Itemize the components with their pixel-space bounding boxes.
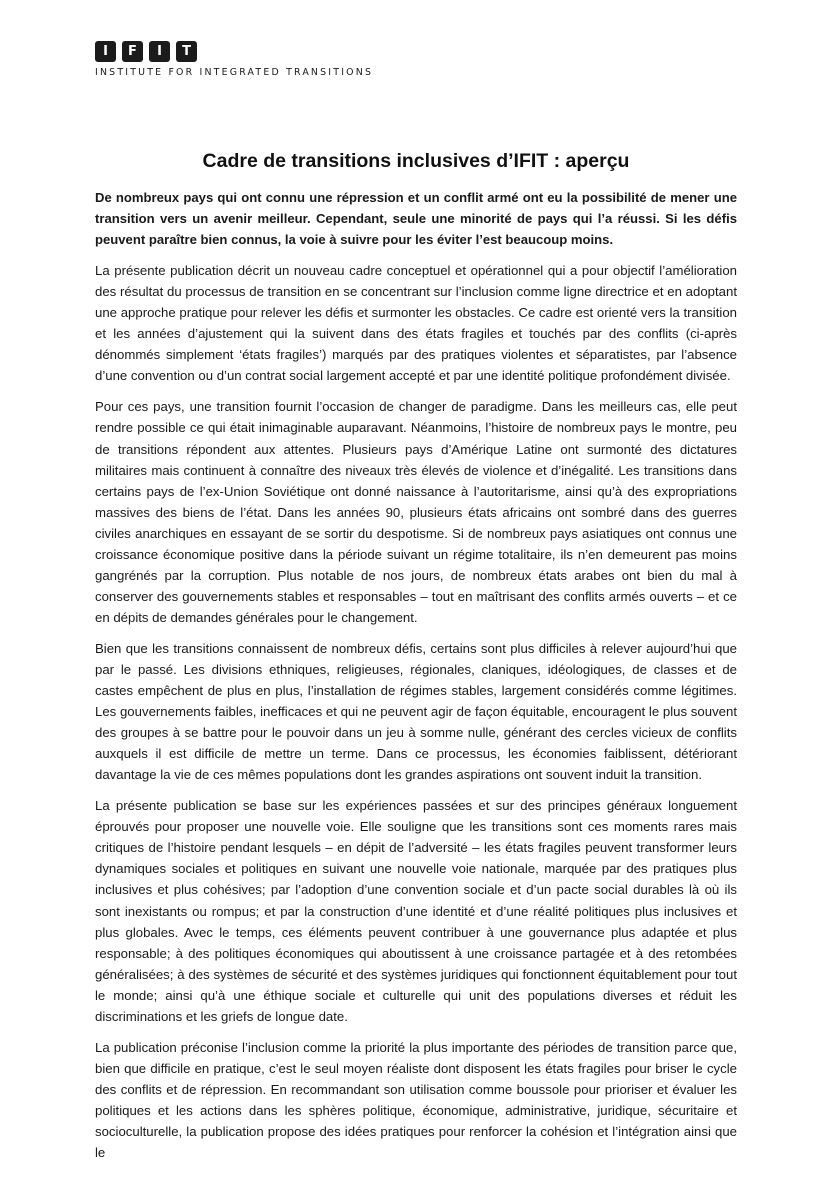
page-title: Cadre de transitions inclusives d’IFIT : aperçu (202, 150, 630, 172)
logo-letter-boxes (95, 41, 373, 62)
body-paragraph-4: La présente publication se base sur les expériences passées et sur des principes généraux longuement éprouvés pour proposer une nouvelle voie. Elle souligne que les transitions sont ces moments rares mais critiques de l’histoire pendant lesquels – en dépit de l’adversité – les états fragiles peuvent transformer leurs dynamiques sociales et politiques en suivant une nouvelle voie nationale, marquée par des pratiques plus inclusives et plus cohésives; par l’adoption d’une convention sociale et d’un pacte social durables là où ils sont inexistants ou rompus; et par la construction d’une identité et d’une réalité politiques plus inclusives et plus globales. Avec le temps, ces éléments peuvent contribuer à une gouvernance plus adaptée et plus responsable; à des politiques économiques qui aboutissent à une croissance partagée et à des retombées généralisées; à des systèmes de sécurité et des systèmes juridiques qui fonctionnent équitablement pour tout le monde; ainsi qu’à une éthique sociale et culturelle qui unit des populations diverses et réduit les discriminations et les griefs de longue date. (95, 798, 737, 1024)
logo-letter-f: F (122, 41, 143, 62)
body-paragraph-5: La publication préconise l’inclusion comme la priorité la plus importante des périodes de transition parce que, bien que difficile en pratique, c’est le seul moyen réaliste dont disposent les états fragiles pour briser le cycle des conflits et de répression. En recommandant son utilisation comme boussole pour prioriser et évaluer les politiques et les actions dans les sphères politique, économique, administrative, juridique, sécuritaire et socioculturelle, la publication propose des idées pratiques pour renforcer la cohésion et l’intégration ainsi que le (95, 1039, 737, 1161)
body-paragraph-2: Pour ces pays, une transition fournit l’occasion de changer de paradigme. Dans les meilleurs cas, elle peut rendre possible ce qui était inimaginable auparavant. Néanmoins, l’histoire de nombreux pays le montre, peu de transitions répondent aux attentes. Plusieurs pays d’Amérique Latine ont surmonté des dictatures militaires mais continuent à connaître des niveaux très élevés de violence et d’inégalité. Les transitions dans certains pays de l’ex-Union Soviétique ont donné naissance à l’autoritarisme, ainsi qu’à des expropriations massives des biens de l’état. Dans les années 90, plusieurs états africains ont sombré dans des guerres civiles anarchiques en essayant de se sortir du despotisme. Si de nombreux pays asiatiques ont connus une croissance économique positive dans la période suivant un régime totalitaire, ils n’en demeurent pas moins gangrénés par la corruption. Plus notable de nos jours, de nombreux états arabes ont bien du mal à conserver des gouvernements stables et responsables – tout en maîtrisant des conflits armés ouverts – et ce en dépits de demandes générales pour le changement. (95, 399, 737, 625)
body-paragraph-3: Bien que les transitions connaissent de nombreux défis, certains sont plus difficiles à relever aujourd’hui que par le passé. Les divisions ethniques, religieuses, régionales, claniques, idéologiques, de classes et de castes empêchent de plus en plus, l’installation de régimes stables, largement considérés comme légitimes. Les gouvernements faibles, inefficaces et qui ne peuvent agir de façon équitable, encouragent le plus souvent des groupes à se battre pour le pouvoir dans un jeu à somme nulle, générant des cercles vicieux de conflits auxquels il est difficile de mettre un terme. Dans ce processus, les économies faiblissent, détériorant davantage la vie de ces mêmes populations dont les grandes aspirations ont souvent induit la transition. (95, 640, 737, 783)
lead-paragraph: De nombreux pays qui ont connu une répression et un conflit armé ont eu la possibilité de mener une transition vers un avenir meilleur. Cependant, seule une minorité de pays qui l’a réussi. Si les défis peuvent paraître bien connus, la voie à suivre pour les éviter l’est beaucoup moins. (95, 190, 737, 248)
logo-letter-i: I (95, 41, 116, 62)
body-paragraph-1: La présente publication décrit un nouveau cadre conceptuel et opérationnel qui a pour objectif l’amélioration des résultat du processus de transition en se concentrant sur l’inclusion comme ligne directrice et en adoptant une approche pratique pour relever les défis et surmonter les obstacles. Ce cadre est orienté vers la transition et les années d’ajustement qui la suivent dans des états fragiles et touchés par des conflits (ci-après dénommés simplement ‘états fragiles’) marqués par des pratiques violentes et séparatistes, par l’absence d’une convention ou d’un contrat social largement accepté et par une identité politique profondément divisée. (95, 263, 737, 384)
logo-letter-t: T (176, 41, 197, 62)
document-body (95, 187, 737, 1173)
ifit-logo (95, 41, 373, 78)
logo-letter-i-2: I (149, 41, 170, 62)
organization-name: INSTITUTE FOR INTEGRATED TRANSITIONS (95, 67, 374, 78)
